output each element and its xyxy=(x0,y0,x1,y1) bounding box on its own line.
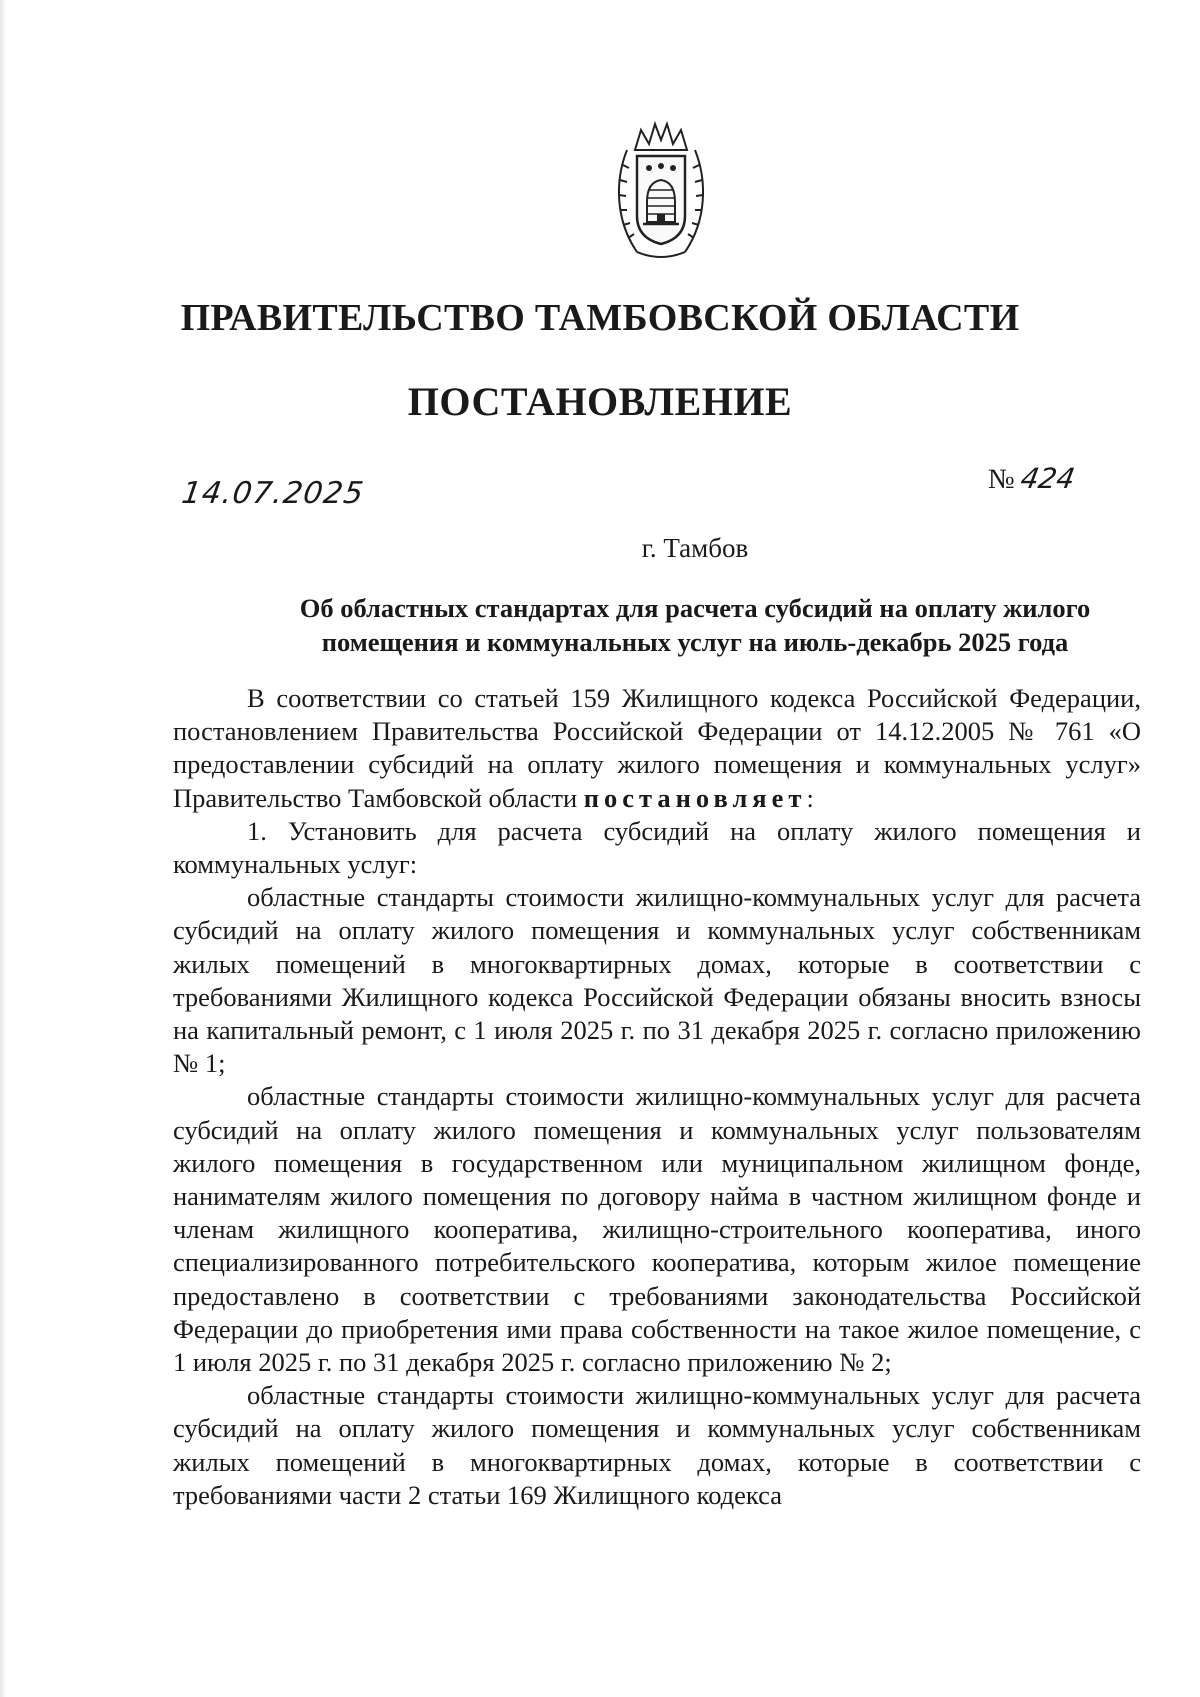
title-line-2: помещения и коммунальных услуг на июль-декабрь 2025 года xyxy=(321,627,1069,657)
item-1-paragraph: 1. Установить для расчета субсидий на оплату жилого помещения и коммунальных услуг: xyxy=(173,815,1141,880)
title-line-1: Об областных стандартах для расчета субсидий на оплату жилого xyxy=(299,593,1091,623)
handwritten-number: 424 xyxy=(1017,462,1078,495)
standards-paragraph-3: областные стандарты стоимости жилищно-коммунальных услуг для расчета субсидий на оплату жилого помещения и коммунальных услуг собственникам жилых помещений в многоквартирных домах, которые в соответствии с требованиями части 2 статьи 169 Жилищного кодекса xyxy=(173,1380,1141,1510)
preamble-text: В соответствии со статьей 159 Жилищного кодекса Российской Федерации, постановлением Правительства Российской Федерации от 14.12.2005 № 761 «О предоставлении субсидий на оплату жилого помещения и коммунальных услуг» Правительство Тамбовской области xyxy=(173,683,1141,813)
preamble-paragraph xyxy=(173,682,1141,815)
tambov-coat-of-arms-icon xyxy=(613,120,709,262)
document-number xyxy=(988,462,1078,496)
decree-word: постановляет xyxy=(583,782,807,813)
handwritten-date: 14.07.2025 xyxy=(179,476,367,511)
scan-edge-shadow xyxy=(0,0,6,1697)
organization-heading: ПРАВИТЕЛЬСТВО ТАМБОВСКОЙ ОБЛАСТИ xyxy=(180,297,1020,339)
standards-paragraph-1: областные стандарты стоимости жилищно-коммунальных услуг для расчета субсидий на оплату жилого помещения и коммунальных услуг собственникам жилых помещений в многоквартирных домах, которые в соответствии с требованиями Жилищного кодекса Российской Федерации обязаны вносить взносы на капитальный ремонт, с 1 июля 2025 г. по 31 декабря 2025 г. согласно приложению № 1; xyxy=(173,882,1141,1079)
document-type-heading: ПОСТАНОВЛЕНИЕ xyxy=(407,379,793,424)
document-title xyxy=(200,591,1190,659)
decree-colon: : xyxy=(806,782,814,813)
standards-paragraph-2: областные стандарты стоимости жилищно-коммунальных услуг для расчета субсидий на оплату жилого помещения и коммунальных услуг пользователям жилого помещения в государственном или муниципальном жилищном фонде, нанимателям жилого помещения по договору найма в частном жилищном фонде и членам жилищного кооператива, жилищно-строительного кооператива, иного специализированного потребительского кооператива, которым жилое помещение предоставлено в соответствии с требованиями законодательства Российской Федерации до приобретения ими права собственности на такое жилое помещение, с 1 июля 2025 г. по 31 декабря 2025 г. согласно приложению № 2; xyxy=(173,1081,1141,1378)
number-sign: № xyxy=(988,464,1015,495)
document-body xyxy=(173,682,1141,1512)
city-label: г. Тамбов xyxy=(641,533,749,563)
